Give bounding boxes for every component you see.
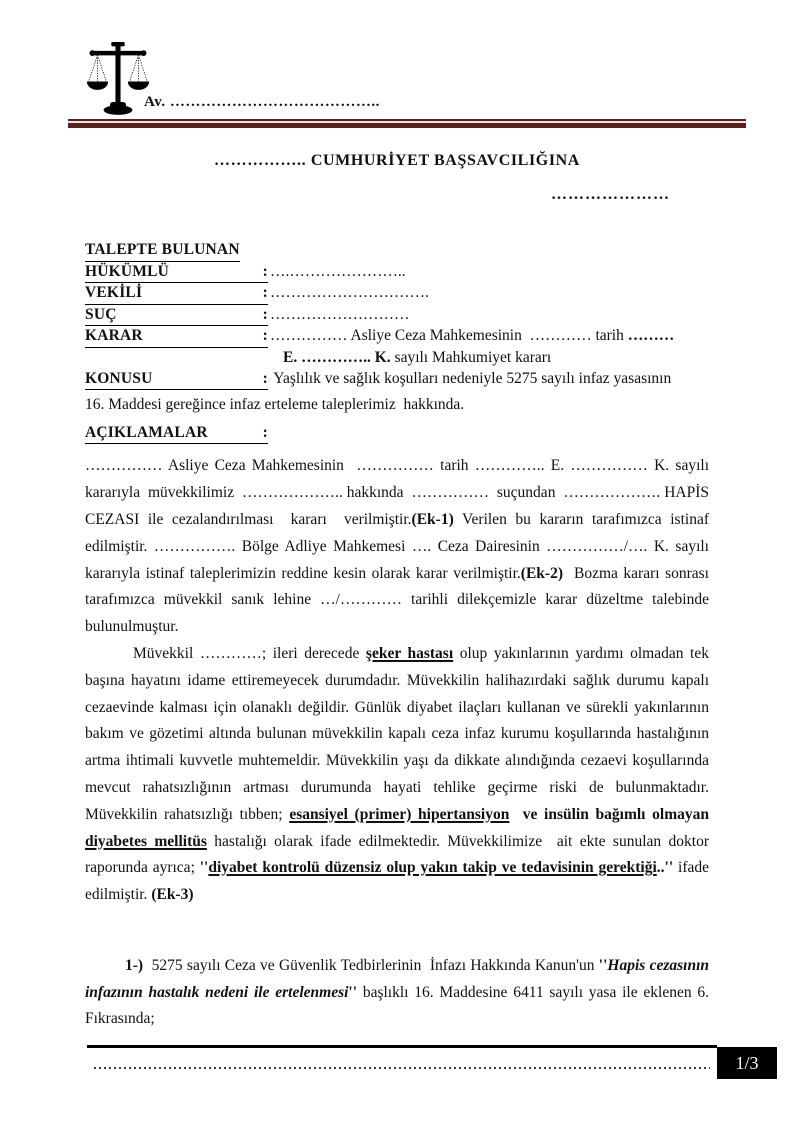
field-row-vekili	[85, 283, 709, 305]
text-segment: diyabet kontrolü düzensiz olup yakın takip ve tedavisinin gerektiği	[208, 859, 657, 877]
text-segment: 1-)	[125, 956, 144, 974]
paragraphs-section	[85, 453, 713, 1033]
lawyer-name-line: Av. …………………………………..	[144, 94, 380, 110]
field-row-aciklamalar	[85, 423, 709, 445]
field-value	[268, 306, 410, 323]
legal-basis-paragraph	[85, 953, 713, 1033]
text-segment: diyabetes mellitüs	[85, 832, 207, 850]
field-label: TALEPTE BULUNAN	[85, 240, 240, 262]
field-label: VEKİLİ :	[85, 283, 268, 305]
text-segment: ………	[627, 327, 675, 345]
field-row-karar	[85, 326, 709, 348]
text-segment: Müvekkil …………; ileri derecede	[133, 644, 366, 662]
footer-dotted-line	[94, 1067, 710, 1069]
text-segment: (Ek-1)	[411, 510, 454, 528]
field-label: SUÇ :	[85, 305, 268, 327]
text-segment: (Ek-2)	[520, 564, 563, 582]
text-segment: esansiyel (primer) hipertansiyon	[289, 805, 510, 823]
field-value	[268, 370, 671, 387]
field-label: KONUSU :	[85, 369, 268, 391]
aciklamalar-paragraph-1	[85, 453, 713, 641]
text-segment: ''	[348, 983, 358, 1001]
field-continuation-karar	[85, 348, 709, 369]
text-segment: ..''	[656, 859, 674, 877]
text-segment: ve insülin bağımlı olmayan	[522, 805, 713, 823]
text-segment: ….…………………..	[270, 262, 406, 280]
text-segment: ………………………….	[270, 284, 429, 302]
field-continuation-konusu	[85, 395, 709, 416]
field-value	[268, 263, 406, 280]
text-segment: sayılı Mahkumiyet kararı	[390, 348, 552, 366]
text-segment: Verilen bu kararın tarafımızca istinaf edilmiştir. ……………. Bölge Adliye Mahkemesi …. Ceza Dairesinin ……………/…. K. sayılı kararıyla istinaf taleplerimizin reddine kesin olarak karar verilmiştir.	[85, 510, 713, 582]
text-segment: …………… Asliye Ceza Mahkemesinin ………… tarih	[270, 327, 628, 345]
fields-section	[85, 240, 709, 444]
field-label: AÇIKLAMALAR :	[85, 423, 268, 445]
text-segment: hastalığı olarak ifade edilmektedir. Müvekkilimize ait ekte sunulan doktor raporunda ayrıca;	[85, 832, 713, 877]
field-label: HÜKÜMLÜ :	[85, 262, 268, 284]
text-segment: Bozma kararı sonrası tarafımızca müvekkil sanık lehine …/………… tarihli dilekçemizle karar düzeltme talebinde bulunulmuştur.	[85, 564, 713, 636]
text-segment	[509, 806, 522, 823]
field-value	[240, 241, 242, 258]
field-value	[268, 284, 429, 301]
field-row-talepte-bulunan	[85, 240, 709, 262]
text-segment: olup yakınlarının yardımı olmadan tek başına hayatını idame ettiremeyecek durumdadır. Müvekkilin halihazırdaki sağlık durumu kapalı cezaevinde kalması için olanaklı değildir. Günlük diyabet ilaçları kullanan ve sürekli yakınlarının bakım ve gözetimi altında bulunan müvekkilin kapalı ceza infaz kurumu koşullarında hastalığının artma ihtimali kuvvetle muhtemeldir. Müvekkilin yaşı da dikkate alındığında cezaevi koşullarında mevcut rahatsızlığının artması durumunda hayati tehlike geçirme riski de bulunmaktadır. Müvekkilin rahatsızlığı tıbben;	[85, 644, 713, 823]
field-row-suc	[85, 305, 709, 327]
scales-of-justice-icon	[86, 42, 150, 116]
field-row-konusu	[85, 369, 709, 391]
text-segment: 5275 sayılı Ceza ve Güvenlik Tedbirlerinin İnfazı Hakkında Kanun'un	[143, 956, 599, 974]
court-title: …………….. CUMHURİYET BAŞSAVCILIĞINA	[214, 152, 580, 169]
aciklamalar-paragraph-2	[85, 641, 713, 909]
page-number: 1/3	[735, 1052, 759, 1073]
text-segment: şeker hastası	[365, 644, 454, 662]
page-number-badge	[717, 1047, 777, 1079]
text-segment: ifade edilmiştir.	[85, 859, 713, 904]
footer-divider	[87, 1045, 717, 1048]
header-divider	[68, 119, 746, 128]
text-segment: …………… Asliye Ceza Mahkemesinin …………… tarih ………….. E. …………… K. sayılı kararıyla müvekkilimiz ……………….. hakkında …………… suçundan ………………. HAPİS CEZASI ile cezalandırılması kararı verilmiştir.	[85, 457, 713, 528]
text-segment: E. ………….. K.	[283, 348, 391, 366]
document-body	[85, 240, 713, 1033]
text-segment: başlıklı 16. Maddesine 6411 sayılı yasa ile eklenen 6. Fıkrasında;	[85, 983, 713, 1028]
field-value	[268, 327, 674, 344]
field-label: KARAR :	[85, 326, 268, 348]
text-segment: ………………………	[270, 305, 410, 323]
text-segment: ''	[199, 859, 209, 877]
field-row-hukumlu	[85, 262, 709, 284]
text-segment: 16. Maddesi gereğince infaz erteleme taleplerimiz hakkında.	[85, 396, 465, 414]
text-segment: (Ek-3)	[151, 886, 194, 904]
text-segment: ''	[598, 956, 608, 974]
court-title-dots: …………………	[551, 186, 670, 203]
text-segment: Hapis cezasının infazının hastalık nedeni ile ertelenmesi	[85, 956, 713, 1001]
text-segment: Yaşlılık ve sağlık koşulları nedeniyle 5275 sayılı infaz yasasının	[270, 369, 672, 387]
field-value	[268, 424, 270, 441]
